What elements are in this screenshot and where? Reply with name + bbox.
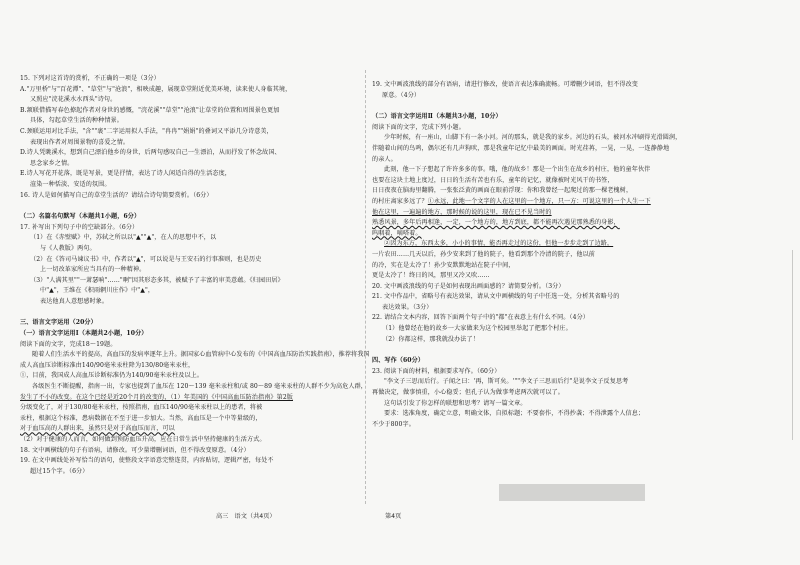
q23: 23. 阅读下面的材料，根据要求写作。（60分） <box>372 367 501 375</box>
story-para-8: 他在这里，一遍遍的地方，那时候的说的这里，现在已不见当时的 <box>372 208 552 216</box>
q22: 22. 请结合文本内容，回答下面两个句子中的"都"在表意上有什么不同。（4分） <box>372 314 589 322</box>
passage-para-3: 各级医生不断提醒，指南一出，专家也提到了血压在 120～139 毫米汞柱和/或 80～89 毫米汞柱的人群不少为高危人群， <box>32 383 367 391</box>
q17-1: （1）在《赤壁赋》中，苏轼之所以以"▲""▲"，在人的思想中不，以 <box>30 234 217 242</box>
requirement-2: 不少于800字。 <box>372 420 415 428</box>
story-para-10: 呜咽着，嘀嗒着。 <box>372 229 422 237</box>
q17-2: （2）在《答司马谏议书》中，作者以"▲"，可以说是与王安石的行事准则，也是历史 <box>30 255 262 263</box>
story-para-13: 的冷，实在是太冷了！孙少安默默地站在院子中间， <box>372 261 515 269</box>
story-para-4: 此刻，他一下子想起了许许多多的事。哦，他的故乡！那是一个出生在故乡的村庄，他的童年伙伴 <box>384 166 651 174</box>
requirement-1: 要求：选准角度，确定立意，明确文体，自拟标题；不要套作，不得抄袭；不得泄露个人信息； <box>384 410 645 418</box>
passage-para-2: ①，目前，我国成人高血压诊断标准仍为140/90毫米汞柱及以上。 <box>20 372 204 380</box>
story-para-14: 更是太冷了！终日的风，那里又冷又吹…… <box>372 272 490 280</box>
passage-para-1: 随着人们生活水平的提高，高血压的发病率逐年上升。据国家心血管病中心发布的《中国高血压防治实践指南》，推荐将我国成人高血压诊断标准由140/90毫米汞柱降为130/80毫米汞柱， <box>20 351 370 369</box>
q19-wave-cont: 原意。（4分） <box>382 91 421 99</box>
q22-1: （1）他曾经在他的故乡一大家做来为这个校园里举起了把那个村庄。 <box>382 325 572 333</box>
q15-option-a-cont: 又照应"浣花溪水水西头"诗句。 <box>30 96 117 104</box>
q15-option-e: E.诗人写花开花落，既是写景，更是抒情，表达了诗人闲适自得的生活态度， <box>20 170 231 178</box>
right-column <box>372 80 728 430</box>
left-column <box>20 74 370 477</box>
q17-1-cont: 与《人教版》两句。 <box>40 244 96 252</box>
scan-mark <box>792 250 793 440</box>
q20: 20. 文中画波浪线的句子是如何表现出画面感的？请简要分析。（3分） <box>372 282 565 290</box>
passage-para-6: 汞柱，根据这个标准，患病数据在不至于进一步加大。当然，高血压是一个中等量级的， <box>20 414 262 422</box>
q16: 16. 诗人是如何描写自己的草堂生活的？请结合诗句简要赏析。（6分） <box>20 191 213 199</box>
story-para-6: 日日夜夜在脑海里翻腾，一张张泛黄的画面在眼前浮现：你和我曾经一起爬过的那一棵老槐树， <box>372 187 633 195</box>
q15-option-c: C.颈联运用对比手法，"含""裹"二字运用拟人手法，"冉冉""娟娟"的叠词又平添几分诗意美， <box>20 127 273 135</box>
q19-wave: 19. 文中画波浪线的部分有语病，请进行修改，使语言表达准确流畅。可增删少词语，但不得改变 <box>372 81 638 88</box>
section-3a-heading: （一）语言文字运用Ⅰ（本题共2小题，10分） <box>20 330 148 338</box>
story-para-11: ②因为东方，东西太多，小小的事情，能否再走过的这份，但他一步步走到了边路， <box>384 240 614 248</box>
section-b-heading: （二）语言文字运用Ⅱ（本题共3小题，10分） <box>372 113 502 121</box>
q17-3: （3）"人满其里""一萧瑟响"……"啊"因其形态多其，被赋予了丰富的审美意蕴。《归园田居》 <box>30 276 284 284</box>
passage-para-7: 对于血压高的人群出来，虽然只是对于高血压而言，可以 <box>20 425 175 433</box>
section-2-heading: （二）名篇名句默写（本题共1小题，6分） <box>20 213 141 221</box>
story-para-1: 少年时候，有一座山，山脚下有一条小河。河的那头，就是我的家乡。河边的石头，被河水冲刷得光滑圆润， <box>384 134 682 142</box>
story-para-9: 熟悉风景，多年后再相逢，一定，一个地方的，地方到底，都不能再次遇见那熟悉的身影， <box>372 219 620 227</box>
reading-instruction-2: 阅读下面的文字，完成下列小题。 <box>372 123 465 131</box>
redaction-block <box>499 484 645 501</box>
material-3: 这句话引发了你怎样的联想和思考？请写一篇文章。 <box>384 399 527 407</box>
passage-para-4: 发生了不小的改变。在这个已经是近20个月的改变的，（1）年美国的《中国高血压防治指南》第2版 <box>20 393 293 401</box>
q18: 18. 文中画横线的句子有语病，请修改。可少量增删词语，但不得改变原意。（4分） <box>20 446 250 454</box>
footer-left: 高三 语文（共4页） <box>216 513 276 520</box>
section-3-heading: 三、语言文字运用（20分） <box>20 319 97 327</box>
material-2: 再做决定，做事慎重，小心稳妥；但孔子认为做事考虑两次就可以了。 <box>372 389 565 397</box>
q17-3-cont: 中"▲"，王维在《积雨辋川庄作》中"▲"， <box>40 287 155 295</box>
footer-page-number: 第4页 <box>385 513 402 520</box>
q17-3-cont2: 表达他真人意想感时象。 <box>40 297 109 305</box>
q15-option-b: B.颔联借描写春色撩起作者对身世的感慨，"浣花溪""草堂""沧浪"让草堂的位置和周围景色更加 <box>20 106 280 114</box>
q19-cont: 超过15个字。（6分） <box>30 467 89 475</box>
story-underline-1: ①永远，此地一个文字的人在这里的一个地方，只一方：可说这里的一个人生一下 <box>427 197 651 205</box>
story-para-7-text: 的村庄离家多远了？ <box>372 197 428 205</box>
q17-stem: 17. 补写出下列句子中的空缺部分。（6分） <box>20 223 139 231</box>
story-para-5: 也要在这块土地上度过，日日的生活有苦也有乐，童年的记忆，就像被时光风干的书签， <box>372 176 614 184</box>
story-para-7 <box>372 197 728 208</box>
passage-para-5: 分级变化了，对于130/80毫米汞柱，按照指南，血压140/90毫米汞柱以上的患者，将被 <box>20 404 263 412</box>
story-para-2: 伴随着山间的鸟鸣，偶尔还有几声狗吠，那是我童年记忆中最美的画面。时光荏苒，一晃，一晃，一连静静地 <box>372 144 670 152</box>
material-1: "李文子三思而后行。子闻之曰：'再，斯可矣。'""李文子三思而后行"是说李文子反复思考 <box>384 378 629 386</box>
q21-cont: 表达效果。（3分） <box>382 303 433 311</box>
q15-option-d-cont: 思念家乡之情。 <box>30 159 74 167</box>
reading-instruction: 阅读下面的文字，完成18～19题。 <box>20 340 117 348</box>
story-para-3: 的亲人。 <box>372 155 397 163</box>
story-para-12: 一片农田……几天以后，孙少安来到了他的院子，他看到那个冷清的院子，他以前 <box>372 250 595 258</box>
q15-stem: 15. 下列对这首诗的赏析，不正确的一项是（3分） <box>20 75 160 82</box>
q15-option-d: D.诗人凭眺溪水，想到自己漂泊他乡的身世，后两句感叹自己一生漂泊，从而抒发了怀念故国、 <box>20 149 281 157</box>
q22-2: （2）你都这样，那我就没办法了！ <box>382 335 479 343</box>
q17-2-cont: 上一切改革家所应当具有的一种精神。 <box>40 266 146 274</box>
q15-option-b-cont: 具体，勾起草堂生活的种种情景。 <box>30 117 123 125</box>
q21: 21. 文中作品中，省略号有表达效果，请从文中画横线的句子中任选一处，分析其省略号的 <box>372 293 620 301</box>
passage-para-8: （2）对于健康的人而言，如何做到预防血压升高，应在日常生活中坚持健康的生活方式。 <box>20 436 266 443</box>
q15-option-e-cont: 渲染一种恬淡、安适的氛围。 <box>30 180 111 188</box>
q15-option-a: A."万里桥"与"百花潭"、"草堂"与"沧浪"，相映成趣，展现草堂附近优美环境，读来使人身临其境， <box>20 85 292 93</box>
q15-option-c-cont: 表现出作者对周围景物的喜爱之情。 <box>30 138 130 146</box>
section-4-heading: 四、写作（60分） <box>372 357 425 365</box>
q19: 19. 在文中画线处补写恰当的语句，使整段文字语意完整连贯，内容贴切，逻辑严密，每处不 <box>20 457 274 465</box>
